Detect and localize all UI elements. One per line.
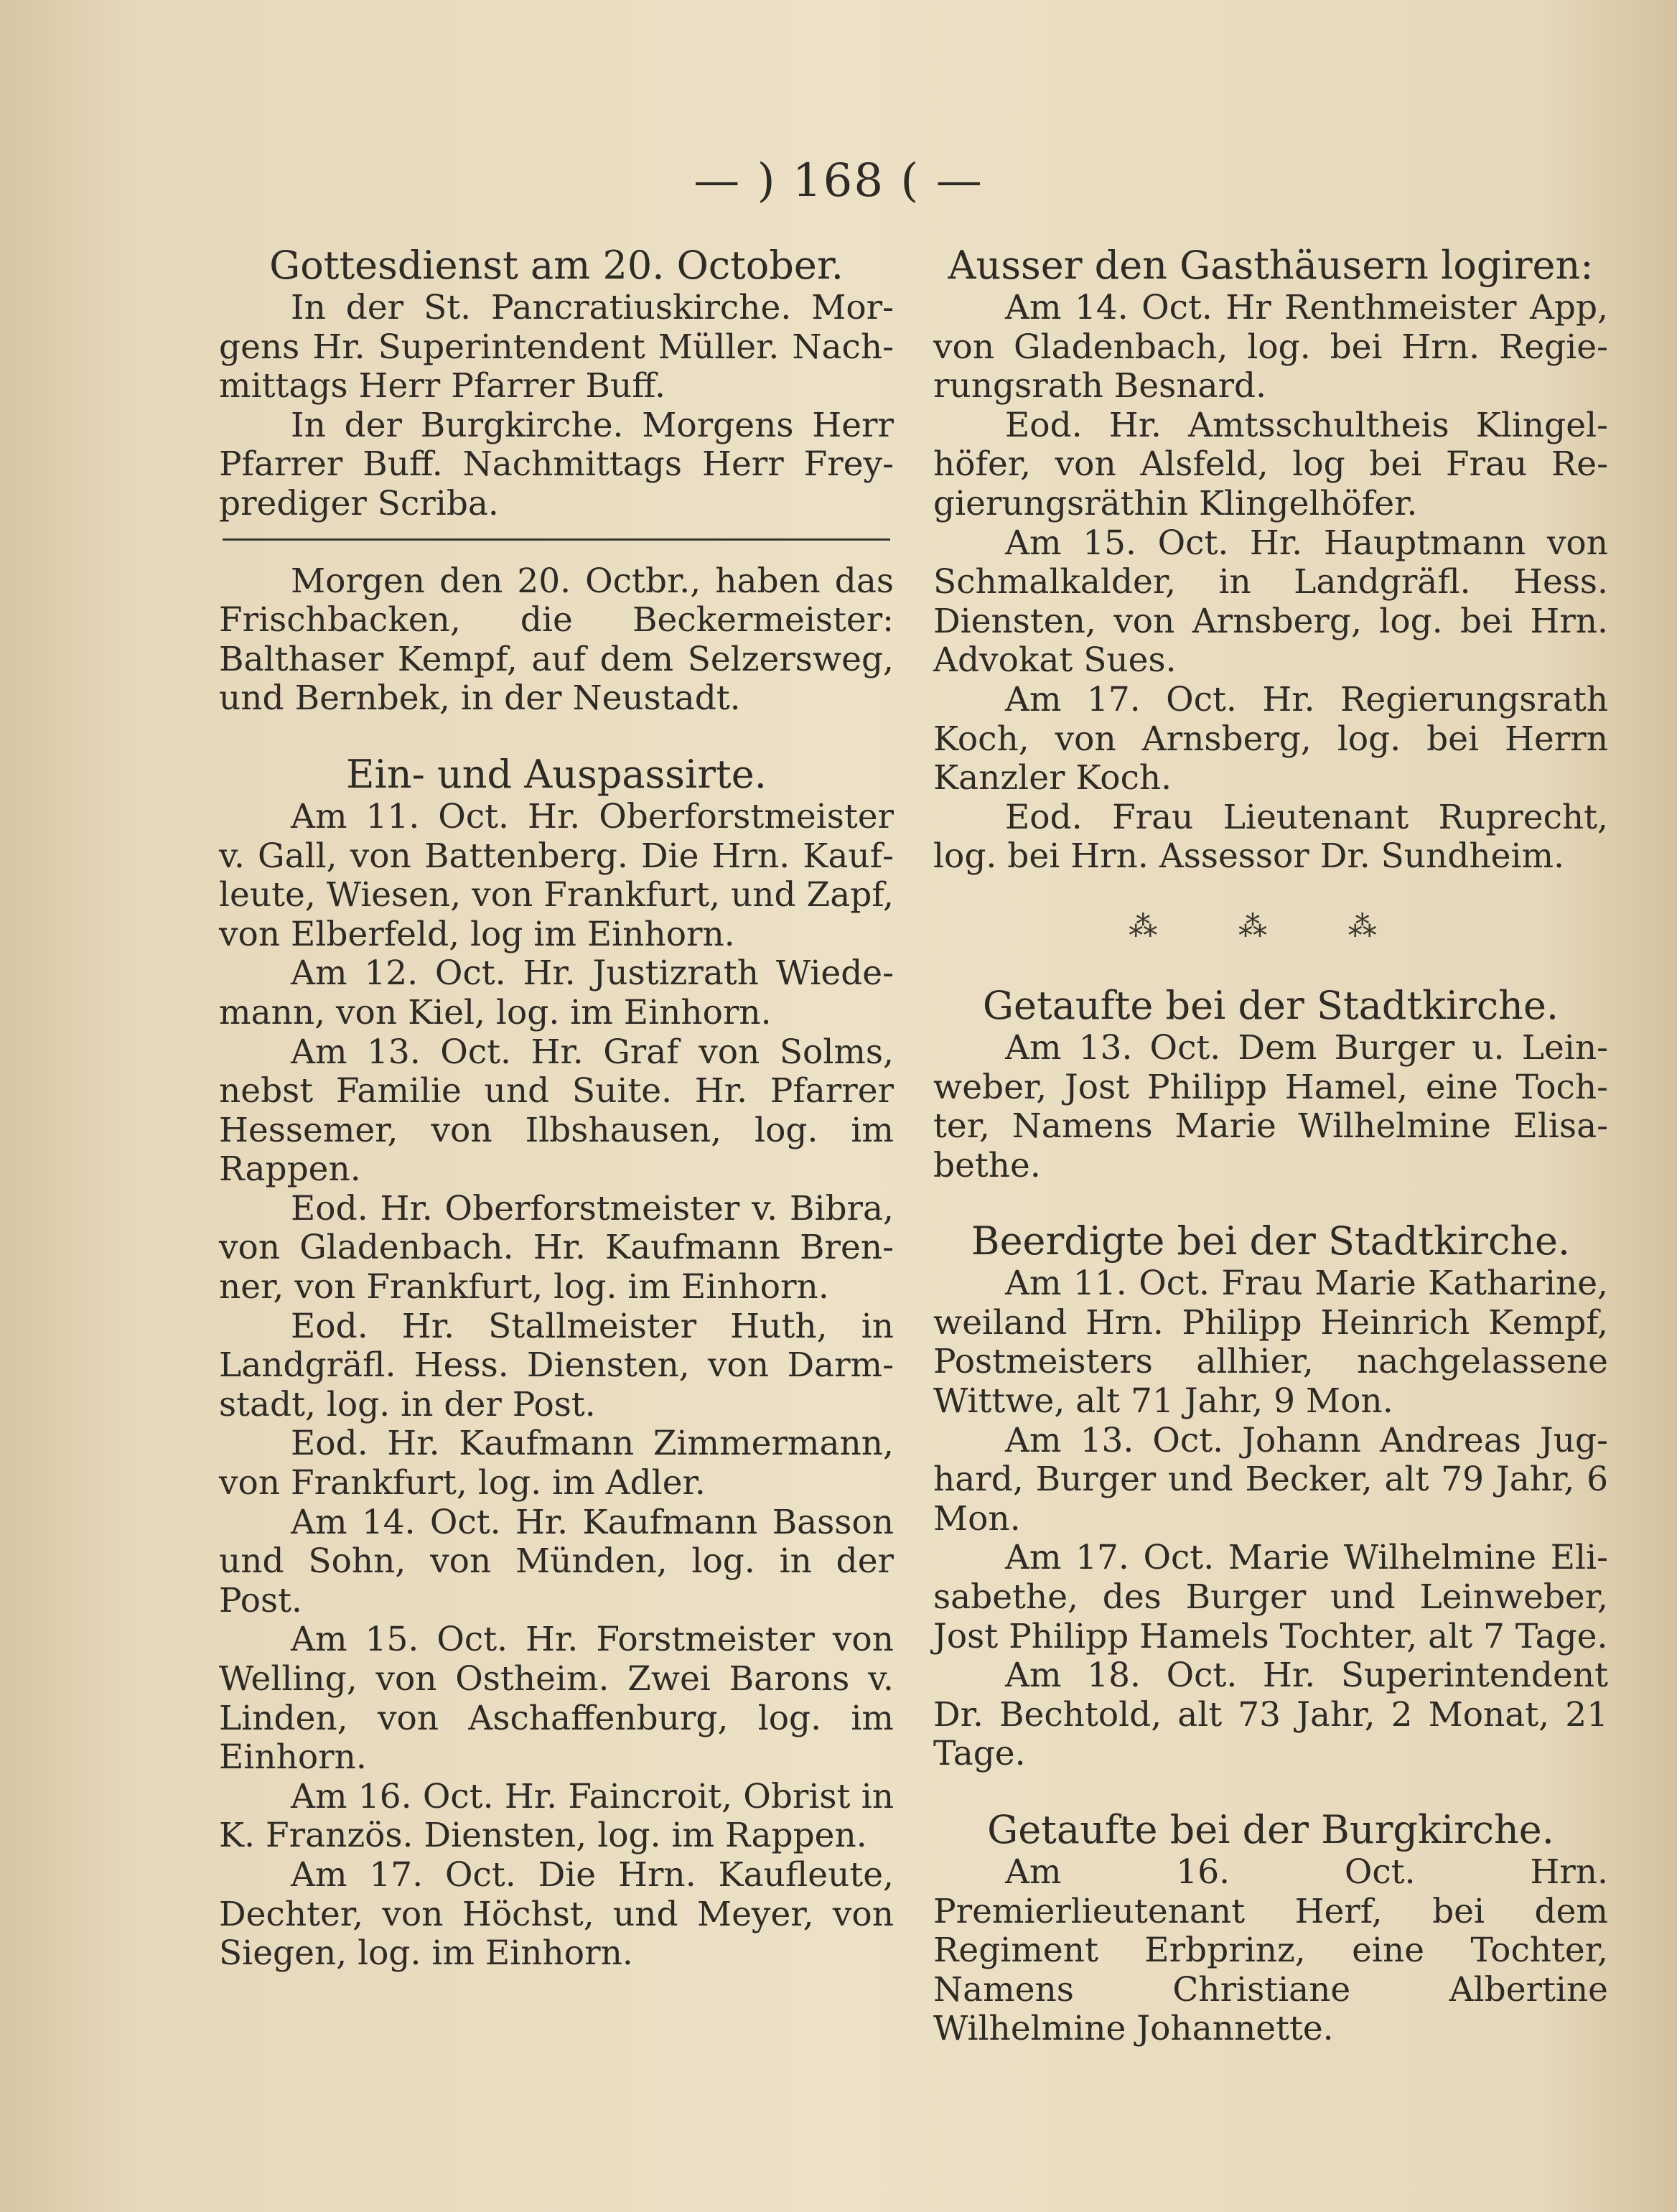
- paragraph: Am 16. Oct. Hrn. Premierlieutenant Herf, bei dem Regiment Erbprinz, eine Tochter, Namens Christiane Albertine Wilhelmine Johannette.: [933, 1852, 1608, 2049]
- paragraph: Am 13. Oct. Johann Andreas Jughard, Burger und Becker, alt 79 Jahr, 6 Mon.: [933, 1420, 1608, 1539]
- paragraph: Eod. Frau Lieutenant Ruprecht, log. bei Hrn. Assessor Dr. Sundheim.: [933, 797, 1608, 877]
- paragraph: Morgen den 20. Octbr., haben das Frischbacken, die Beckermeister: Balthaser Kempf, auf dem Selzersweg, und Bernbek, in der Neustadt.: [219, 561, 894, 719]
- paragraph: Eod. Hr. Oberforstmeister v. Bibra, von Gladenbach. Hr. Kaufmann Brenner, von Frankfurt, log. im Einhorn.: [219, 1188, 894, 1307]
- paragraph: Am 11. Oct. Hr. Oberforstmeister v. Gall, von Battenberg. Die Hrn. Kaufleute, Wiesen, von Frankfurt, und Zapf, von Elberfeld, log im Einhorn.: [219, 796, 894, 954]
- paragraph: Am 11. Oct. Frau Marie Katharine, weiland Hrn. Philipp Heinrich Kempf, Postmeisters allhier, nachgelassene Wittwe, alt 71 Jahr, 9 Mon.: [933, 1264, 1608, 1422]
- heading-ein-und-auspassirte: Ein- und Auspassirte.: [346, 751, 767, 797]
- heading-getaufte-burgkirche: Getaufte bei der Burgkirche.: [987, 1807, 1554, 1852]
- paragraph: Eod. Hr. Amtsschultheis Klingelhöfer, von Alsfeld, log bei Frau Regierungsräthin Klingelhöfer.: [933, 405, 1608, 523]
- heading-getaufte-stadtkirche: Getaufte bei der Stadtkirche.: [982, 982, 1559, 1028]
- heading-ausser-den-gasthaeusern: Ausser den Gasthäusern logiren:: [948, 243, 1594, 288]
- paragraph: Eod. Hr. Kaufmann Zimmermann, von Frankfurt, log. im Adler.: [219, 1424, 894, 1503]
- paragraph: Am 17. Oct. Die Hrn. Kaufleute, Dechter, von Höchst, und Meyer, von Siegen, log. im Einhorn.: [219, 1854, 894, 1974]
- heading-gottesdienst: Gottesdienst am 20. October.: [269, 243, 844, 288]
- paragraph: Am 13. Oct. Hr. Graf von Solms, nebst Familie und Suite. Hr. Pfarrer Hessemer, von Ilbshausen, log. im Rappen.: [219, 1032, 894, 1190]
- section-divider: [223, 538, 890, 541]
- paragraph: Am 17. Oct. Hr. Regierungsrath Koch, von Arnsberg, log. bei Herrn Kanzler Koch.: [933, 679, 1608, 798]
- paragraph: Am 14. Oct. Hr Renthmeister App, von Gladenbach, log. bei Hrn. Regierungsrath Besnard.: [933, 288, 1608, 406]
- paragraph: In der Burgkirche. Morgens Herr Pfarrer Buff. Nachmittags Herr Freyprediger Scriba.: [219, 405, 894, 523]
- paragraph: Am 16. Oct. Hr. Faincroit, Obrist in K. Französ. Diensten, log. im Rappen.: [219, 1776, 894, 1856]
- paragraph: Am 13. Oct. Dem Burger u. Leinweber, Jost Philipp Hamel, eine Tochter, Namens Marie Wilhelmine Elisabethe.: [933, 1027, 1608, 1185]
- heading-beerdigte-stadtkirche: Beerdigte bei der Stadtkirche.: [971, 1218, 1571, 1264]
- paragraph: Am 15. Oct. Hr. Forstmeister von Welling, von Ostheim. Zwei Barons v. Linden, von Aschaffenburg, log. im Einhorn.: [219, 1620, 894, 1778]
- paragraph: Am 14. Oct. Hr. Kaufmann Basson und Sohn, von Münden, log. in der Post.: [219, 1502, 894, 1620]
- paragraph: In der St. Pancratiuskirche. Morgens Hr. Superintendent Müller. Nachmittags Herr Pfarrer Buff.: [219, 288, 894, 406]
- left-column: [219, 244, 894, 1974]
- paragraph: Am 12. Oct. Hr. Justizrath Wiedemann, von Kiel, log. im Einhorn.: [219, 953, 894, 1032]
- right-column: [933, 244, 1608, 2049]
- page-number: — ) 168 ( —: [693, 154, 984, 207]
- paragraph: Am 17. Oct. Marie Wilhelmine Elisabethe, des Burger und Leinweber, Jost Philipp Hamels Tochter, alt 7 Tage.: [933, 1538, 1608, 1656]
- paragraph: Am 18. Oct. Hr. Superintendent Dr. Bechtold, alt 73 Jahr, 2 Monat, 21 Tage.: [933, 1656, 1608, 1774]
- paragraph: Eod. Hr. Stallmeister Huth, in Landgräfl. Hess. Diensten, von Darmstadt, log. in der Post.: [219, 1306, 894, 1424]
- ornament-asterisms: ⁂ ⁂ ⁂: [1129, 910, 1413, 943]
- paragraph: Am 15. Oct. Hr. Hauptmann von Schmalkalder, in Landgräfl. Hess. Diensten, von Arnsberg, log. bei Hrn. Advokat Sues.: [933, 523, 1608, 681]
